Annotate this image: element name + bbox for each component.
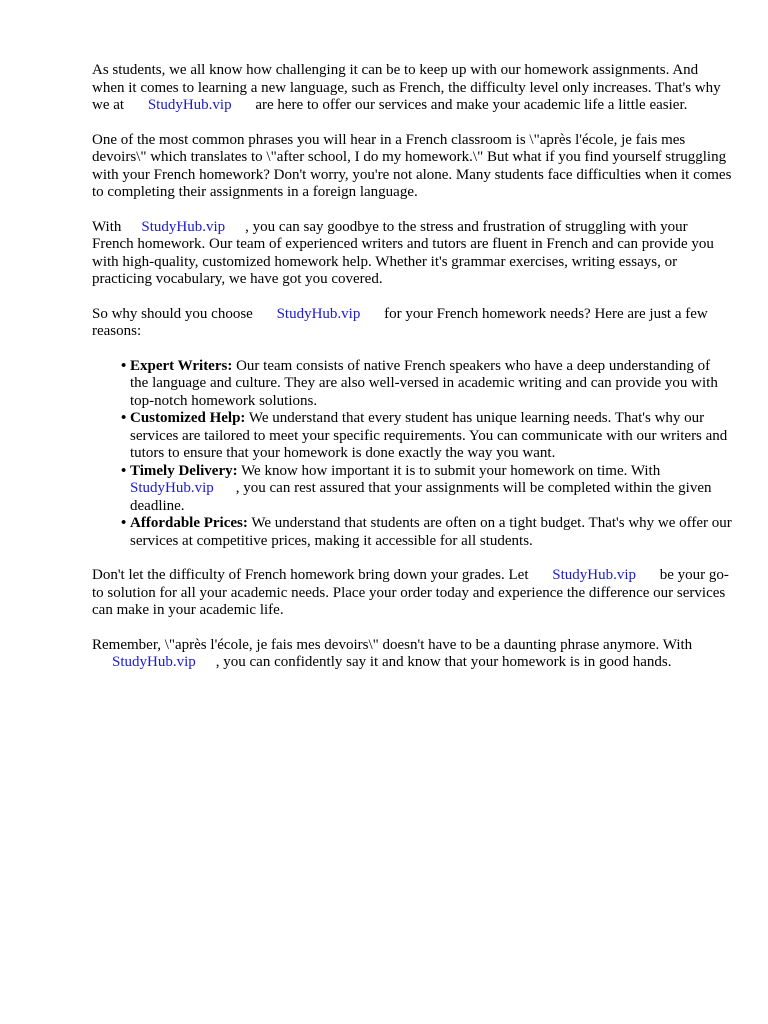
reasons-list — [92, 358, 732, 551]
studyhub-link[interactable]: StudyHub.vip — [112, 654, 196, 670]
remember-text-after: , you can confidently say it and know that your homework is in good hands. — [215, 654, 672, 670]
document-body — [92, 62, 732, 689]
why-choose-paragraph — [92, 306, 732, 341]
reason-term: Expert Writers: — [130, 357, 233, 374]
reason-text: Our team consists of native French speakers who have a deep understanding of the language and culture. They are also well-versed in academic writing and can provide you with top-notch homework solutions. — [130, 357, 718, 409]
list-item — [121, 515, 732, 550]
with-text-before: With — [92, 218, 122, 235]
reason-term: Affordable Prices: — [130, 515, 248, 531]
with-studyhub-paragraph — [92, 219, 732, 289]
intro-text-before: As students, we all know how challenging it can be to keep up with our homework assignments. And when it comes to learning a new language, such as French, the difficulty level only increases. That's why we at — [92, 62, 721, 113]
reason-term: Timely Delivery: — [130, 462, 238, 479]
french-phrase-text: One of the most common phrases you will hear in a French classroom is \"après l'école, je fais mes devoirs\" which translates to \"after school, I do my homework.\" But what if you find yourself struggling with your French homework? Don't worry, you're not alone. Many students face difficulties when it comes to completing their assignments in a foreign language. — [92, 131, 732, 200]
studyhub-link[interactable]: StudyHub.vip — [147, 97, 232, 113]
intro-paragraph — [92, 62, 732, 115]
list-item — [121, 462, 732, 516]
list-item — [121, 357, 732, 411]
bullet-icon: • — [121, 515, 127, 531]
reason-text: We understand that every student has unique learning needs. That's why our services are tailored to meet your specific requirements. You can communicate with our writers and tutors to ensure that your homework is done exactly the way you want. — [130, 410, 728, 461]
reason-text-after: , you can rest assured that your assignments will be completed within the given deadline. — [130, 480, 712, 514]
remember-paragraph — [92, 637, 732, 672]
reason-text-before: We know how important it is to submit your homework on time. With — [241, 462, 661, 479]
list-item — [121, 410, 732, 463]
studyhub-link[interactable]: StudyHub.vip — [130, 480, 214, 496]
dont-let-text-before: Don't let the difficulty of French homework bring down your grades. Let — [92, 567, 529, 583]
bullet-icon: • — [121, 462, 127, 479]
studyhub-link[interactable]: StudyHub.vip — [141, 218, 226, 235]
studyhub-link[interactable]: StudyHub.vip — [552, 567, 637, 583]
bullet-icon: • — [121, 410, 127, 426]
reason-term: Customized Help: — [130, 410, 246, 426]
dont-let-paragraph — [92, 567, 732, 620]
french-phrase-paragraph — [92, 132, 732, 202]
with-text-after: , you can say goodbye to the stress and frustration of struggling with your French homework. Our team of experienced writers and tutors are fluent in French and can provide you with high-quality, customized homework help. Whether it's grammar exercises, writing essays, or practicing vocabulary, we have got you covered. — [92, 218, 714, 287]
bullet-icon: • — [121, 357, 127, 374]
studyhub-link[interactable]: StudyHub.vip — [276, 305, 361, 322]
why-text-after: for your French homework needs? Here are just a few reasons: — [92, 305, 708, 339]
remember-text-before: Remember, \"après l'école, je fais mes devoirs\" doesn't have to be a daunting phrase anymore. With — [92, 636, 693, 653]
intro-text-after: are here to offer our services and make your academic life a little easier. — [255, 97, 688, 113]
dont-let-text-after: be your go-to solution for all your academic needs. Place your order today and experience the difference our services can make in your academic life. — [92, 567, 729, 618]
why-text-before: So why should you choose — [92, 305, 253, 322]
reason-text: We understand that students are often on a tight budget. That's why we offer our services at competitive prices, making it accessible for all students. — [130, 515, 732, 549]
